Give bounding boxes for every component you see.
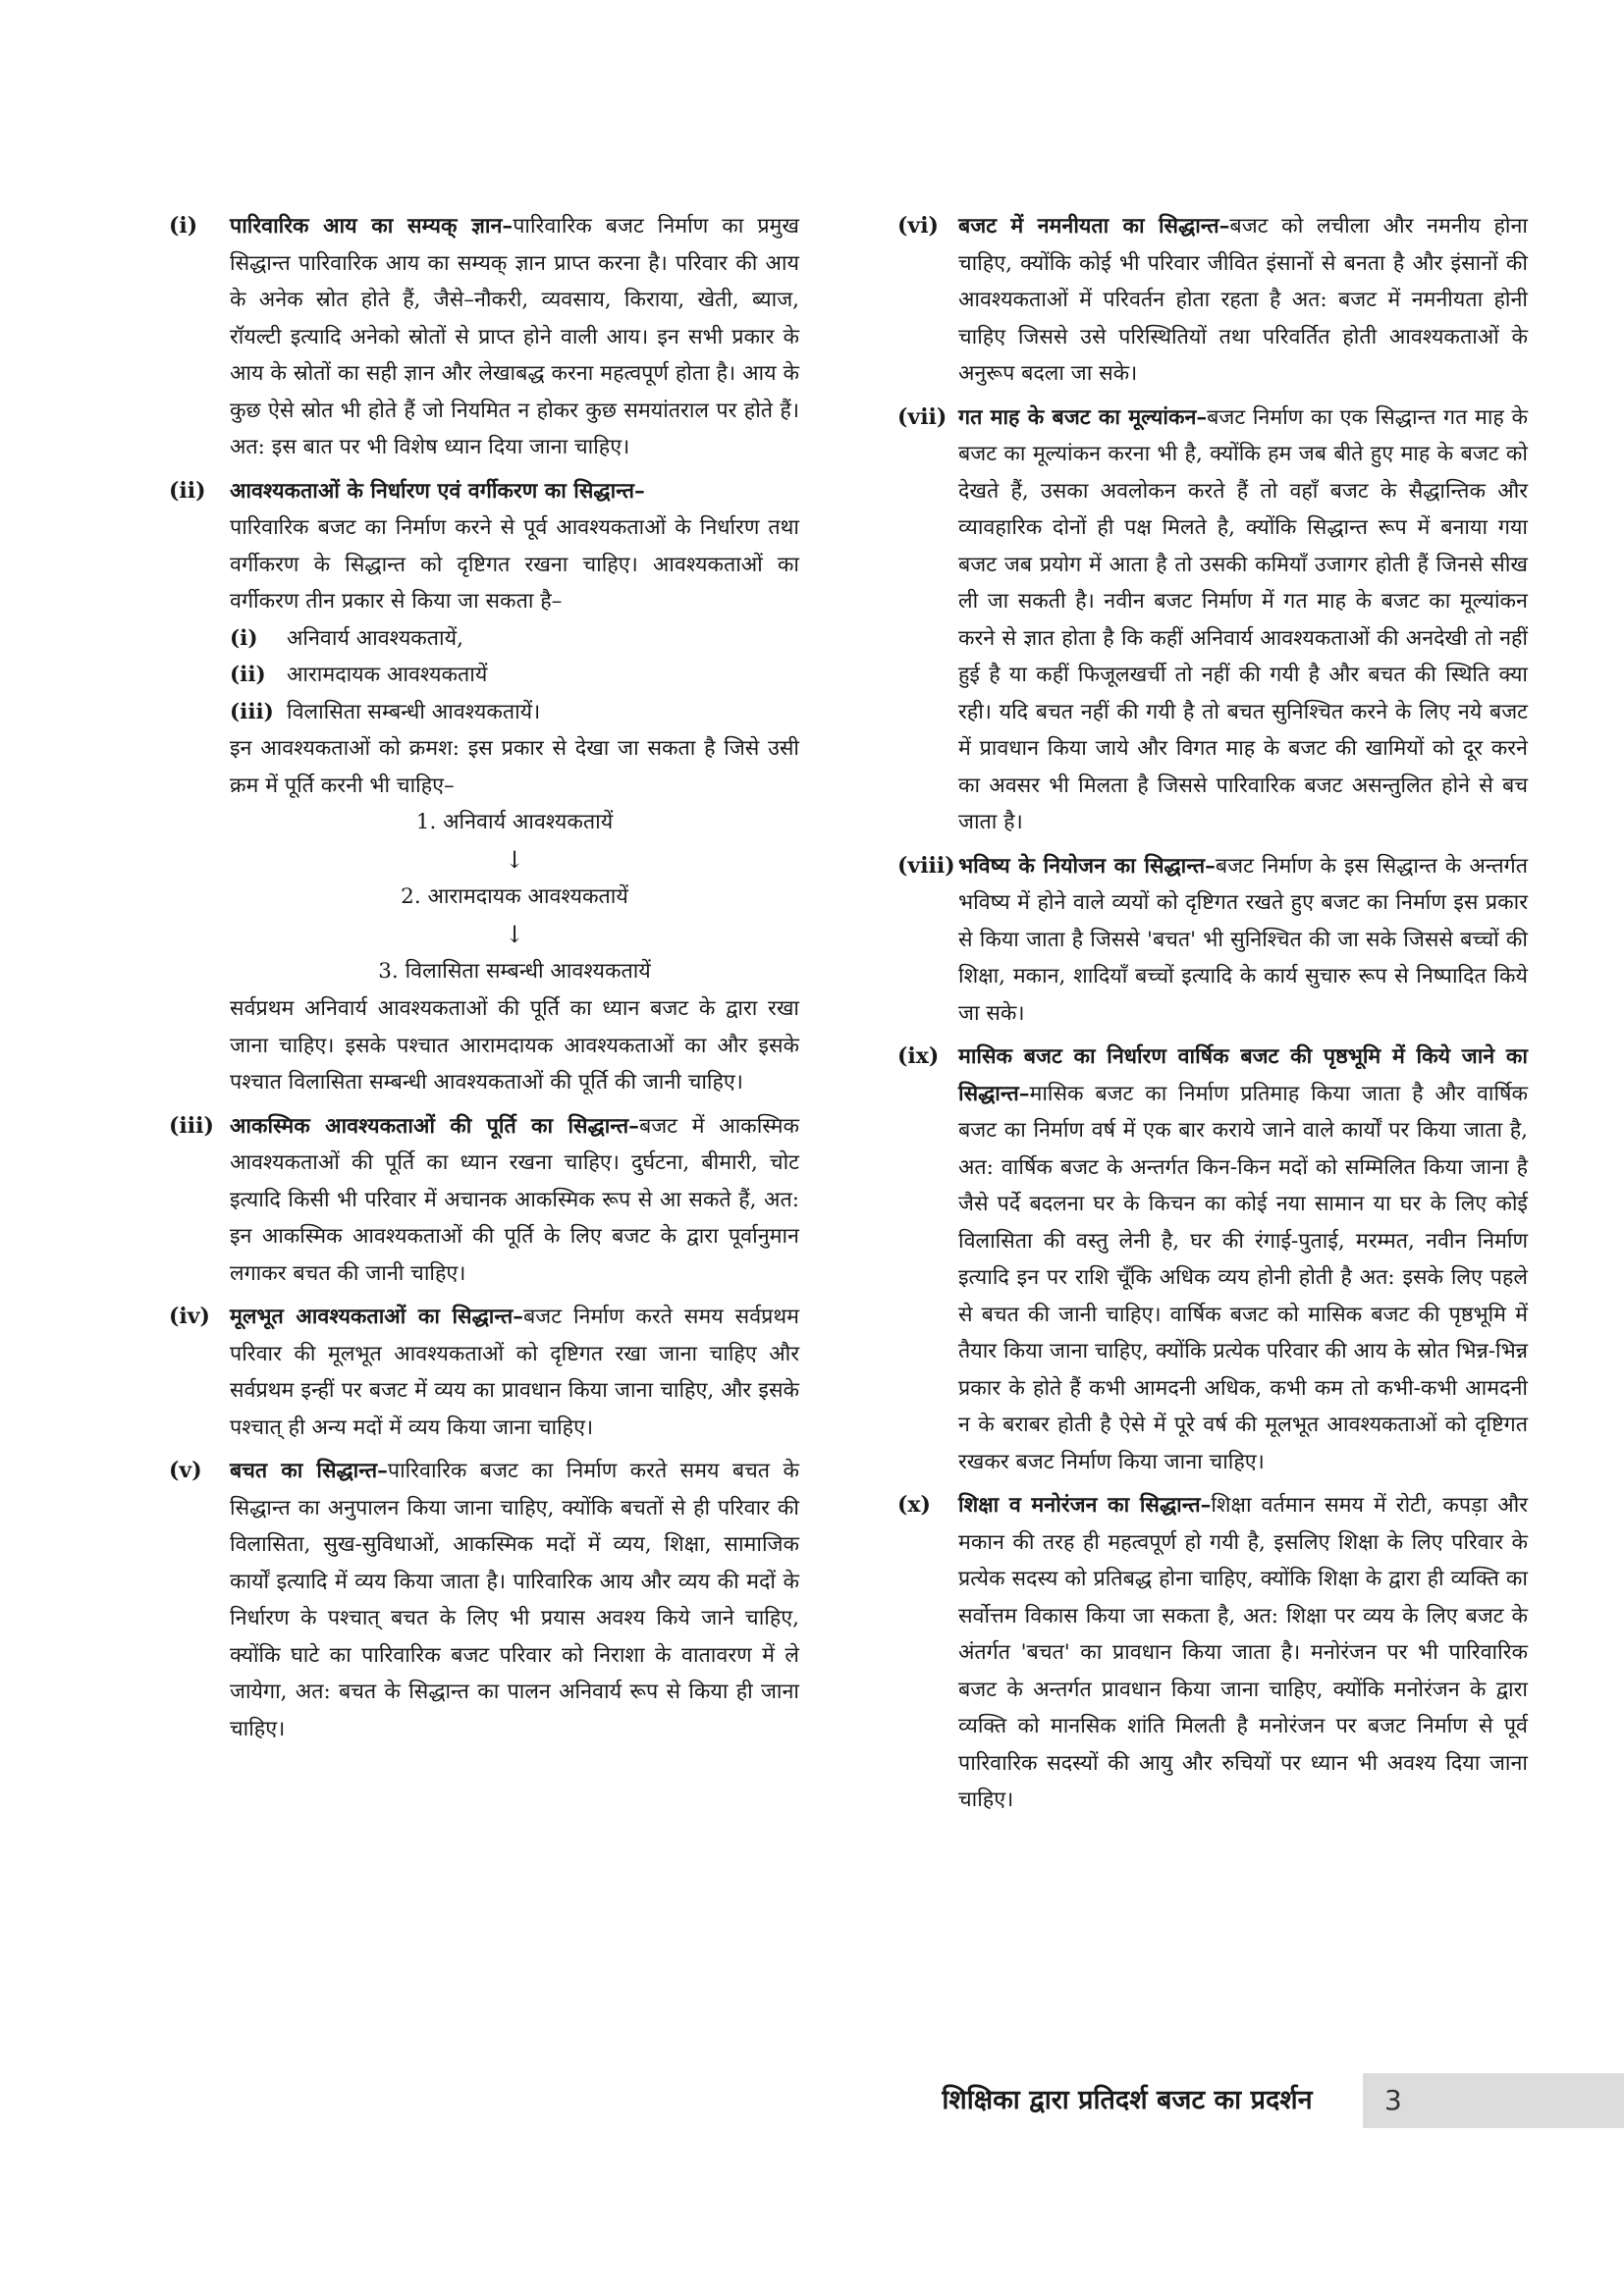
section-text: मासिक बजट का निर्माण प्रतिमाह किया जाता है और वार्षिक बजट का निर्माण वर्ष में एक बार कराये जाने वाले कार्यों पर किया जाता है, अत: वार्षिक बजट के अन्तर्गत किन-किन मदों को सम्मिलित किया जाना है जैसे पर्दे बदलना घर के किचन का कोई नया सामान या घर के लिए कोई विलासिता की वस्तु लेनी है, घर की रंगाई-पुताई, मरम्मत, नवीन निर्माण इत्यादि इन पर राशि चूँकि अधिक व्यय होनी होती है अत: इसके लिए पहले से बचत की जानी चाहिए। वार्षिक बजट को मासिक बजट की पृष्ठभूमि में तैयार किया जाना चाहिए, क्योंकि प्रत्येक परिवार की आय के स्रोत भिन्न-भिन्न प्रकार के होते हैं कभी आमदनी अधिक, कभी कम तो कभी-कभी आमदनी न के बराबर होती है ऐसे में पूरे वर्ष की मूलभूत आवश्यकताओं को दृष्टिगत रखकर बजट निर्माण किया जाना चाहिए। — [958, 1081, 1528, 1474]
section-text: बजट में आकस्मिक आवश्यकताओं की पूर्ति का ध्यान रखना चाहिए। दुर्घटना, बीमारी, चोट इत्यादि किसी भी परिवार में अचानक आकस्मिक रूप से आ सकते हैं, अत: इन आकस्मिक आवश्यकताओं की पूर्ति के लिए बजट के द्वारा पूर्वानुमान लगाकर बचत की जानी चाहिए। — [230, 1113, 799, 1286]
down-arrow-icon: ↓ — [504, 921, 525, 948]
section-number: (ix) — [897, 1043, 940, 1069]
sub-item — [230, 694, 799, 731]
sub-item-text: विलासिता सम्बन्धी आवश्यकतायें। — [287, 699, 541, 724]
section-number: (v) — [169, 1458, 202, 1483]
section-body — [958, 400, 1528, 841]
page-footer — [892, 2073, 1624, 2128]
section-number: (ii) — [169, 477, 206, 504]
section-heading: भविष्य के नियोजन का सिद्धान्त– — [958, 853, 1216, 879]
footer-title: शिक्षिका द्वारा प्रतिदर्श बजट का प्रदर्शन — [892, 2073, 1363, 2128]
flow-step: 3. विलासिता सम्बन्धी आवश्यकतायें — [378, 959, 651, 984]
section-x — [897, 1487, 1528, 1819]
sub-item-number: (iii) — [230, 699, 274, 724]
right-column — [897, 208, 1528, 1826]
section-number: (iii) — [169, 1112, 214, 1139]
section-heading: बचत का सिद्धान्त– — [230, 1459, 388, 1483]
flow-step: 1. अनिवार्य आवश्यकतायें — [415, 810, 614, 834]
section-text: बजट निर्माण का एक सिद्धान्त गत माह के बजट का मूल्यांकन करना भी है, क्योंकि हम जब बीते हुए माह के बजट को देखते हैं, उसका अवलोकन करते हैं तो वहाँ बजट के सैद्धान्तिक और व्यावहारिक दोनों ही पक्ष मिलते है, क्योंकि सिद्धान्त रूप में बनाया गया बजट जब प्रयोग में आता है तो उसकी कमियाँ उजागर होती हैं जिनसे सीख ली जा सकती है। नवीन बजट निर्माण में गत माह के बजट का मूल्यांकन करने से ज्ञात होता है कि कहीं अनिवार्य आवश्यकताओं की अनदेखी तो नहीं हुई है या कहीं फिजूलखर्ची तो नहीं की गयी है और बचत की स्थिति क्या रही। यदि बचत नहीं की गयी है तो बचत सुनिश्चित करने के लिए नये बजट में प्रावधान किया जाये और विगत माह के बजट की खामियों को दूर करने का अवसर भी मिलता है जिससे पारिवारिक बजट असन्तुलित होने से बच जाता है। — [958, 404, 1528, 834]
section-number: (vii) — [897, 403, 947, 430]
footer-band — [1361, 2073, 1624, 2128]
section-heading: मासिक बजट का निर्धारण वार्षिक बजट की पृष्ठभूमि में किये जाने का सिद्धान्त– — [958, 1044, 1528, 1106]
section-number: (viii) — [897, 852, 955, 879]
page-number: 3 — [1384, 2084, 1402, 2116]
section-number: (vi) — [897, 213, 939, 239]
section-text: पारिवारिक बजट का निर्माण करते समय बचत के सिद्धान्त का अनुपालन किया जाना चाहिए, क्योंकि बचतों से ही परिवार की विलासिता, सुख-सुविधाओं, आकस्मिक मदों में व्यय, शिक्षा, सामाजिक कार्यों इत्यादि में व्यय किया जाता है। पारिवारिक आय और व्यय की मदों के निर्धारण के पश्चात् बचत के लिए भी प्रयास अवश्य किये जाने चाहिए, क्योंकि घाटे का पारिवारिक बजट परिवार को निराशा के वातावरण में ले जायेगा, अत: बचत के सिद्धान्त का पालन अनिवार्य रूप से किया ही जाना चाहिए। — [230, 1459, 799, 1741]
section-viii — [897, 848, 1528, 1033]
sub-item-text: आरामदायक आवश्यकतायें — [287, 663, 488, 687]
section-text: सर्वप्रथम अनिवार्य आवश्यकताओं की पूर्ति का ध्यान बजट के द्वारा रखा जाना चाहिए। इसके पश्चात आरामदायक आवश्यकताओं का और इसके पश्चात विलासिता सम्बन्धी आवश्यकताओं की पूर्ति की जानी चाहिए। — [230, 996, 799, 1095]
section-number: (i) — [169, 213, 198, 239]
section-body — [230, 1108, 799, 1293]
section-ix — [897, 1039, 1528, 1480]
section-number: (x) — [897, 1492, 931, 1518]
section-body — [958, 1039, 1528, 1480]
sub-item-number: (ii) — [230, 663, 266, 687]
section-i — [169, 208, 799, 466]
sub-item-text: अनिवार्य आवश्यकतायें, — [287, 625, 463, 651]
section-text: पारिवारिक बजट का निर्माण करने से पूर्व आवश्यकताओं के निर्धारण तथा वर्गीकरण के सिद्धान्त को दृष्टिगत रखना चाहिए। आवश्यकताओं का वर्गीकरण तीन प्रकार से किया जा सकता है– — [230, 515, 799, 614]
section-text: शिक्षा वर्तमान समय में रोटी, कपड़ा और मकान की तरह ही महत्वपूर्ण हो गयी है, इसलिए शिक्षा के लिए परिवार के प्रत्येक सदस्य को प्रतिबद्ध होना चाहिए, क्योंकि शिक्षा के द्वारा ही व्यक्ति का सर्वोत्तम विकास किया जा सकता है, अत: शिक्षा पर व्यय के लिए बजट के अंतर्गत 'बचत' का प्रावधान किया जाता है। मनोरंजन पर भी पारिवारिक बजट के अन्तर्गत प्रावधान किया जाना चाहिए, क्योंकि मनोरंजन के द्वारा व्यक्ति को मानसिक शांति मिलती है मनोरंजन पर बजट निर्माण से पूर्व पारिवारिक सदस्यों की आयु और रुचियों पर ध्यान भी अवश्य दिया जाना चाहिए। — [958, 1493, 1528, 1812]
section-text: इन आवश्यकताओं को क्रमश: इस प्रकार से देखा जा सकता है जिसे उसी क्रम में पूर्ति करनी भी चाहिए– — [230, 736, 799, 798]
section-heading: गत माह के बजट का मूल्यांकन– — [958, 404, 1208, 430]
section-text: पारिवारिक बजट निर्माण का प्रमुख सिद्धान्त पारिवारिक आय का सम्यक् ज्ञान प्राप्त करना है। परिवार की आय के अनेक स्रोत होते हैं, जैसे–नौकरी, व्यवसाय, किराया, खेती, ब्याज, रॉयल्टी इत्यादि अनेको स्रोतों से प्राप्त होने वाली आय। इन सभी प्रकार के आय के स्रोतों का सही ज्ञान और लेखाबद्ध करना महत्वपूर्ण होता है। आय के कुछ ऐसे स्रोत भी होते हैं जो नियमित न होकर कुछ समयांतराल पर होते हैं। अत: इस बात पर भी विशेष ध्यान दिया जाना चाहिए। — [230, 214, 799, 459]
left-column — [169, 208, 799, 1754]
section-body — [958, 208, 1528, 393]
sub-item-number: (i) — [230, 625, 258, 651]
section-iii — [169, 1108, 799, 1293]
section-v — [169, 1453, 799, 1747]
section-vi — [897, 208, 1528, 393]
sub-item — [230, 620, 799, 658]
section-heading: पारिवारिक आय का सम्यक् ज्ञान– — [230, 214, 514, 239]
section-body — [230, 1299, 799, 1446]
section-body — [958, 1487, 1528, 1819]
section-iv — [169, 1299, 799, 1446]
section-heading: मूलभूत आवश्यकताओं का सिद्धान्त– — [230, 1305, 523, 1329]
section-body — [958, 848, 1528, 1033]
sub-item — [230, 657, 799, 694]
section-text: बजट को लचीला और नमनीय होना चाहिए, क्योंकि कोई भी परिवार जीवित इंसानों से बनता है और इंसानों की आवश्यकताओं में परिवर्तन होता रहता है अत: बजट में नमनीयता होनी चाहिए जिससे उसे परिस्थितियों तथा परिवर्तित होती आवश्यकताओं के अनुरूप बदला जा सके। — [958, 214, 1528, 386]
section-text: बजट निर्माण करते समय सर्वप्रथम परिवार की मूलभूत आवश्यकताओं को दृष्टिगत रखा जाना चाहिए और सर्वप्रथम इन्हीं पर बजट में व्यय का प्रावधान किया जाना चाहिए, और इसके पश्चात् ही अन्य मदों में व्यय किया जाना चाहिए। — [230, 1305, 799, 1440]
down-arrow-icon: ↓ — [504, 846, 525, 874]
section-ii — [169, 473, 799, 1101]
flow-step: 2. आरामदायक आवश्यकतायें — [401, 884, 628, 909]
section-heading: बजट में नमनीयता का सिद्धान्त– — [958, 214, 1230, 239]
section-number: (iv) — [169, 1304, 210, 1329]
section-heading: शिक्षा व मनोरंजन का सिद्धान्त– — [958, 1493, 1212, 1518]
section-heading: आकस्मिक आवश्यकताओं की पूर्ति का सिद्धान्त– — [230, 1113, 639, 1139]
section-vii — [897, 400, 1528, 841]
section-heading: आवश्यकताओं के निर्धारण एवं वर्गीकरण का सिद्धान्त– — [230, 478, 645, 504]
section-body — [230, 208, 799, 466]
section-body — [230, 1453, 799, 1747]
section-text: बजट निर्माण के इस सिद्धान्त के अन्तर्गत भविष्य में होने वाले व्ययों को दृष्टिगत रखते हुए बजट का निर्माण इस प्रकार से किया जाता है जिससे 'बचत' भी सुनिश्चित की जा सके जिससे बच्चों की शिक्षा, मकान, शादियाँ बच्चों इत्यादि के कार्य सुचारु रूप से निष्पादित किये जा सके। — [958, 853, 1528, 1026]
